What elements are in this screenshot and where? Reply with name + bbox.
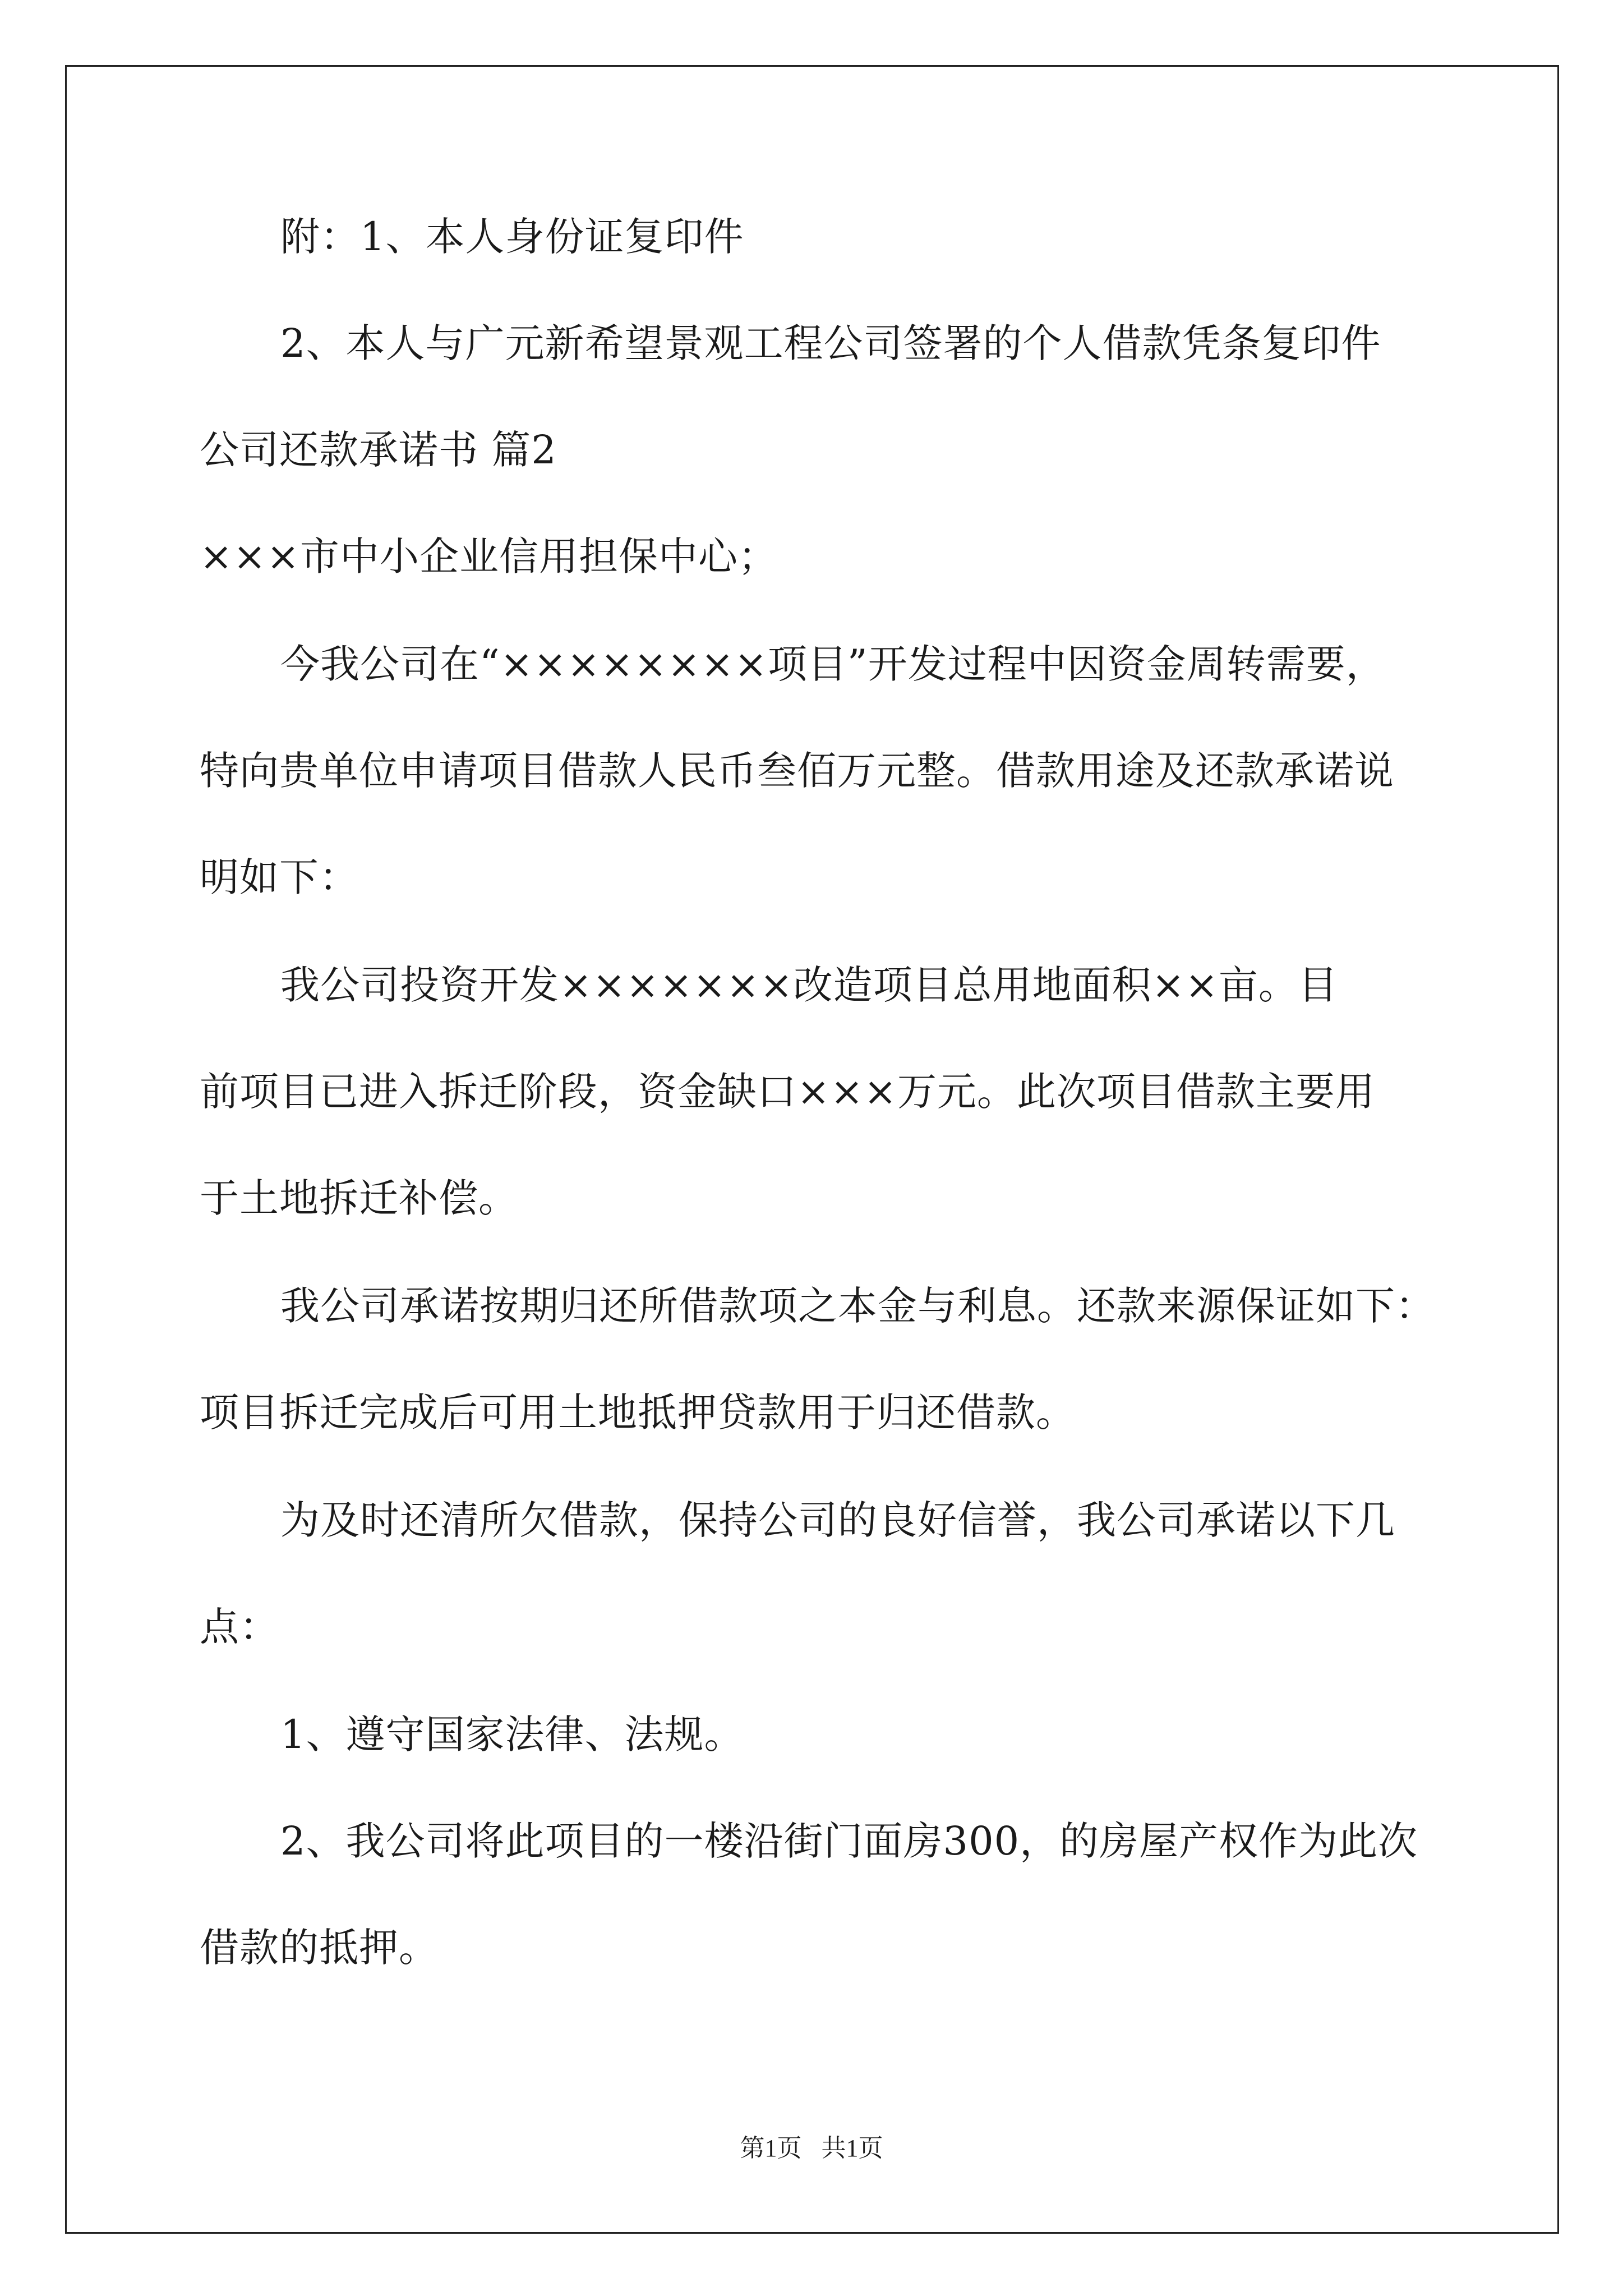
paragraph-2-line-2: 前项目已进入拆迁阶段，资金缺口×××万元。此次项目借款主要用 xyxy=(200,1069,1375,1115)
paragraph-1-line-3: 明如下： xyxy=(200,854,359,900)
addressee-line: ×××市中小企业信用担保中心； xyxy=(200,533,778,579)
paragraph-2-line-1: 我公司投资开发×××××××改造项目总用地面积××亩。目 xyxy=(280,962,1338,1008)
page-number-current: 第1页 xyxy=(740,2134,802,2162)
paragraph-3-line-2: 项目拆迁完成后可用土地抵押贷款用于归还借款。 xyxy=(200,1389,1076,1435)
page-footer xyxy=(0,2132,1623,2165)
paragraph-1-line-2: 特向贵单位申请项目借款人民币叁佰万元整。借款用途及还款承诺说 xyxy=(200,748,1394,794)
paragraph-2-line-3: 于土地拆迁补偿。 xyxy=(200,1175,518,1221)
paragraph-1-line-1: 今我公司在“××××××××项目”开发过程中因资金周转需要， xyxy=(280,641,1386,687)
paragraph-4-line-1: 为及时还清所欠借款，保持公司的良好信誉，我公司承诺以下几 xyxy=(280,1497,1395,1543)
section-heading: 公司还款承诺书 篇2 xyxy=(200,427,557,473)
list-item-2-line-1: 2、我公司将此项目的一楼沿街门面房300，的房屋产权作为此次 xyxy=(280,1818,1418,1864)
attachment-line-1: 附：1、本人身份证复印件 xyxy=(280,214,744,260)
page-number-total: 共1页 xyxy=(821,2134,883,2162)
attachment-line-2: 2、本人与广元新希望景观工程公司签署的个人借款凭条复印件 xyxy=(280,320,1381,366)
paragraph-4-line-2: 点： xyxy=(200,1604,279,1650)
list-item-2-line-2: 借款的抵押。 xyxy=(200,1925,439,1971)
page-border xyxy=(65,65,1559,2234)
paragraph-3-line-1: 我公司承诺按期归还所借款项之本金与利息。还款来源保证如下： xyxy=(280,1283,1435,1329)
list-item-1: 1、遵守国家法律、法规。 xyxy=(280,1711,744,1757)
